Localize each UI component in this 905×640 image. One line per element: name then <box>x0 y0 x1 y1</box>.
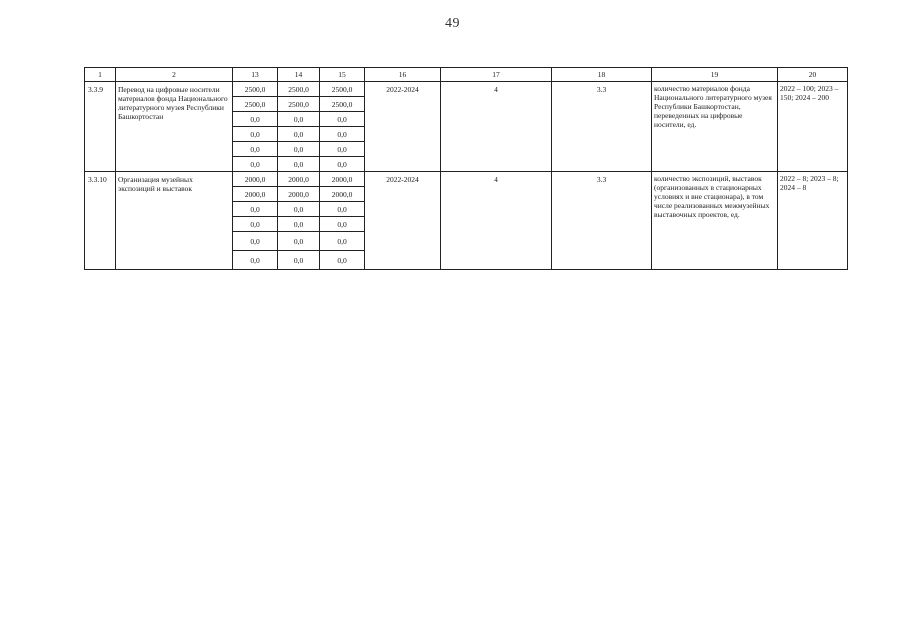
funding-cell: 0,0 <box>233 202 278 217</box>
funding-cell: 0,0 <box>233 217 278 232</box>
funding-cell: 2000,0 <box>278 172 320 187</box>
column-header: 18 <box>552 68 652 82</box>
funding-cell: 0,0 <box>233 232 278 251</box>
table-row <box>85 172 848 187</box>
funding-cell: 0,0 <box>278 112 320 127</box>
measure-name: Организация музейных экспозиций и выставок <box>116 172 233 270</box>
funding-cell: 0,0 <box>233 251 278 270</box>
page-number: 49 <box>445 16 460 31</box>
funding-cell: 0,0 <box>278 157 320 172</box>
period-cell: 2022-2024 <box>365 82 441 172</box>
funding-cell: 2500,0 <box>320 97 365 112</box>
funding-cell: 2000,0 <box>320 187 365 202</box>
funding-cell: 0,0 <box>233 142 278 157</box>
targets-cell: 2022 – 8; 2023 – 8; 2024 – 8 <box>778 172 848 270</box>
funding-cell: 0,0 <box>233 112 278 127</box>
funding-cell: 0,0 <box>320 251 365 270</box>
funding-cell: 2000,0 <box>278 187 320 202</box>
measure-code: 3.3.9 <box>85 82 116 172</box>
funding-cell: 2000,0 <box>233 187 278 202</box>
funding-cell: 0,0 <box>278 251 320 270</box>
column-header: 14 <box>278 68 320 82</box>
funding-cell: 0,0 <box>278 217 320 232</box>
indicator-cell: количество экспозиций, выставок (организованных в стационарных условиях и вне стационара), в том числе реализованных межмузейных выставочных проектов, ед. <box>652 172 778 270</box>
column-header: 2 <box>116 68 233 82</box>
column-header: 15 <box>320 68 365 82</box>
funding-cell: 0,0 <box>278 202 320 217</box>
funding-cell: 2500,0 <box>278 82 320 97</box>
indicator-cell: количество материалов фонда Национального литературного музея Республики Башкортостан, переведенных на цифровые носители, ед. <box>652 82 778 172</box>
funding-cell: 2000,0 <box>320 172 365 187</box>
funding-cell: 0,0 <box>278 127 320 142</box>
funding-cell: 0,0 <box>320 202 365 217</box>
targets-cell: 2022 – 100; 2023 – 150; 2024 – 200 <box>778 82 848 172</box>
funding-cell: 2500,0 <box>278 97 320 112</box>
column-header: 20 <box>778 68 848 82</box>
measure-code: 3.3.10 <box>85 172 116 270</box>
measure-name: Перевод на цифровые носители материалов фонда Национального литературного музея Республики Башкортостан <box>116 82 233 172</box>
col17-cell: 4 <box>441 82 552 172</box>
column-header: 17 <box>441 68 552 82</box>
funding-cell: 0,0 <box>278 142 320 157</box>
col18-cell: 3.3 <box>552 82 652 172</box>
column-header: 16 <box>365 68 441 82</box>
funding-cell: 0,0 <box>233 127 278 142</box>
period-cell: 2022-2024 <box>365 172 441 270</box>
column-header: 13 <box>233 68 278 82</box>
funding-cell: 2000,0 <box>233 172 278 187</box>
funding-cell: 0,0 <box>320 112 365 127</box>
program-measures-table <box>84 67 848 270</box>
funding-cell: 0,0 <box>320 157 365 172</box>
funding-cell: 0,0 <box>233 157 278 172</box>
table-header-row <box>85 68 848 82</box>
funding-cell: 0,0 <box>278 232 320 251</box>
funding-cell: 2500,0 <box>320 82 365 97</box>
column-header: 1 <box>85 68 116 82</box>
funding-cell: 0,0 <box>320 217 365 232</box>
funding-cell: 2500,0 <box>233 82 278 97</box>
table-row <box>85 82 848 97</box>
funding-cell: 0,0 <box>320 142 365 157</box>
col18-cell: 3.3 <box>552 172 652 270</box>
funding-cell: 0,0 <box>320 232 365 251</box>
funding-cell: 2500,0 <box>233 97 278 112</box>
col17-cell: 4 <box>441 172 552 270</box>
column-header: 19 <box>652 68 778 82</box>
funding-cell: 0,0 <box>320 127 365 142</box>
